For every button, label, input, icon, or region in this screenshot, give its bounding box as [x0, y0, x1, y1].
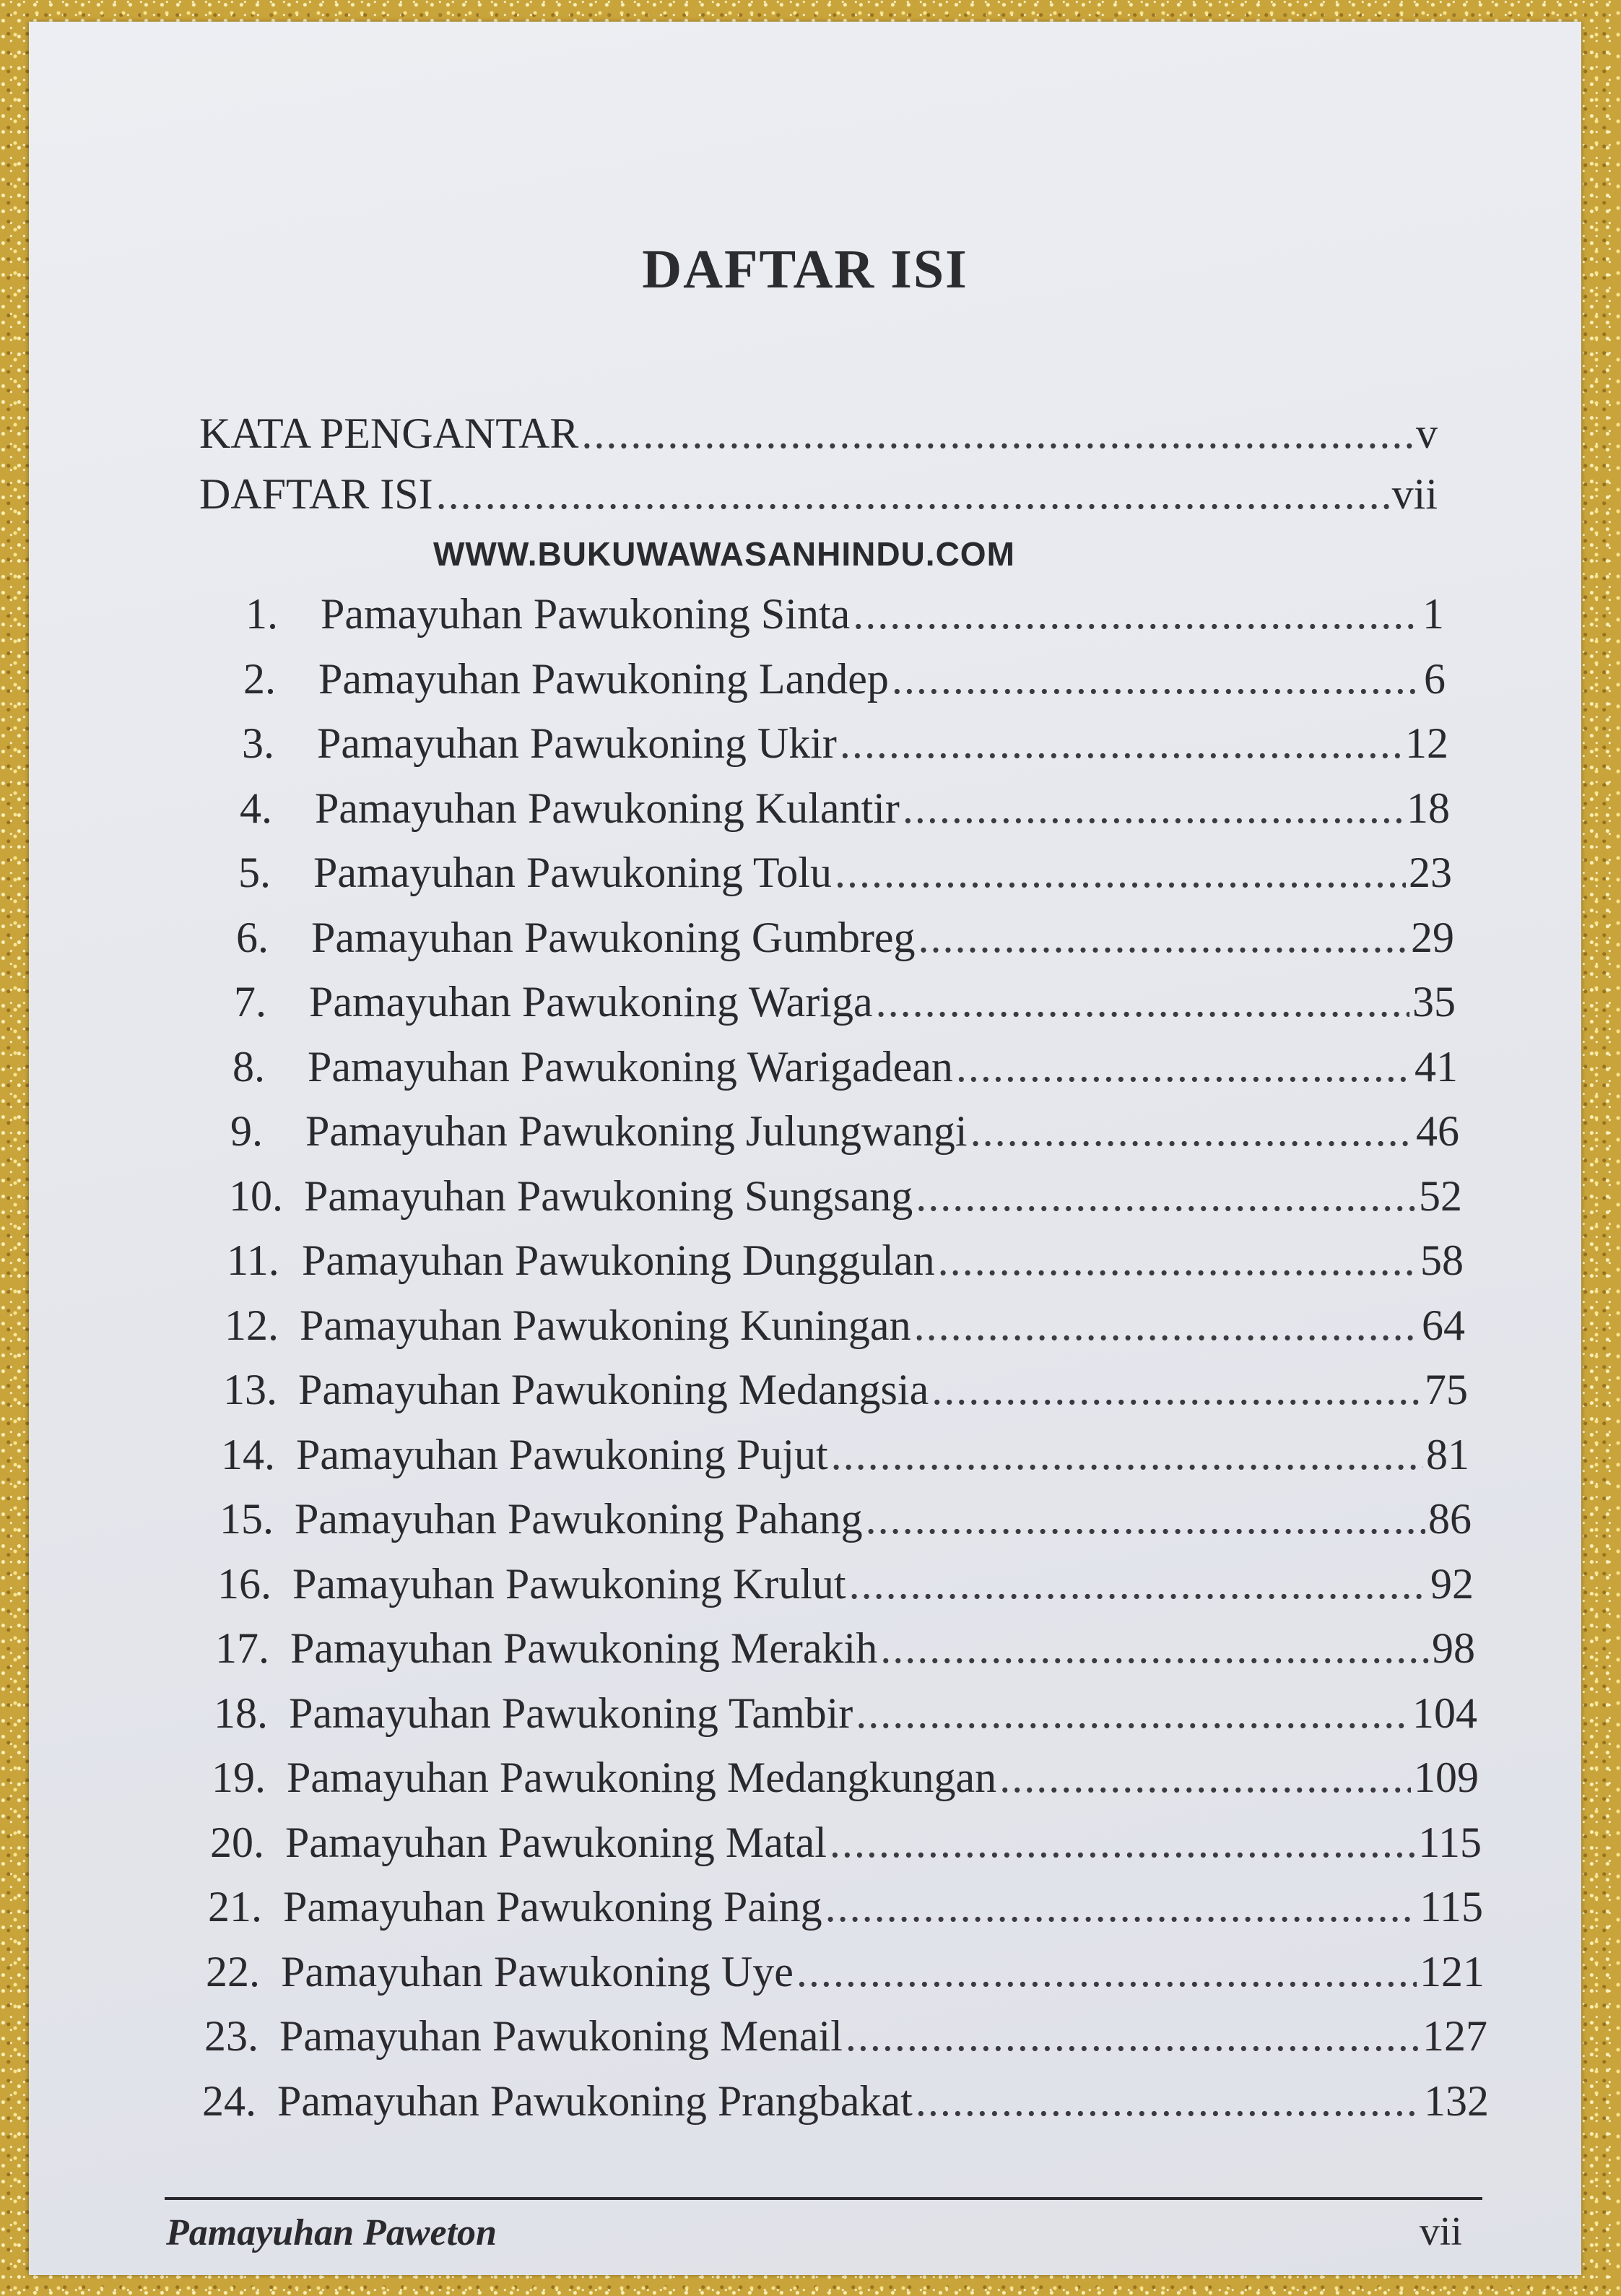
- toc-page-number: 23: [1409, 849, 1452, 896]
- book-page: [29, 22, 1581, 2275]
- toc-leader-dots: [938, 1239, 1417, 1282]
- toc-label: Pamayuhan Pawukoning Krulut: [292, 1560, 846, 1608]
- toc-page-number: 127: [1422, 2012, 1487, 2060]
- toc-page-number: 121: [1420, 1948, 1485, 1996]
- toc-leader-dots: [914, 1304, 1419, 1347]
- toc-label: Pamayuhan Pawukoning Menail: [279, 2012, 843, 2060]
- toc-number: 18.: [214, 1689, 268, 1737]
- toc-page-number: 35: [1412, 978, 1456, 1026]
- toc-leader-dots: [956, 1045, 1412, 1088]
- toc-number: 11.: [227, 1236, 279, 1284]
- toc-leader-dots: [831, 1433, 1423, 1476]
- toc-page-number: 18: [1407, 784, 1450, 832]
- toc-leader-dots: [892, 657, 1421, 701]
- toc-number: 17.: [215, 1624, 269, 1672]
- toc-label: Pamayuhan Pawukoning Kuningan: [300, 1301, 911, 1349]
- toc-row: [234, 978, 1456, 1026]
- toc-label: Pamayuhan Pawukoning Wariga: [309, 978, 873, 1026]
- toc-number: 5.: [238, 849, 271, 896]
- toc-row: [227, 1236, 1464, 1284]
- toc-label: Pamayuhan Pawukoning Medangkungan: [287, 1754, 997, 1801]
- toc-leader-dots: [931, 1368, 1422, 1411]
- toc-leader-dots: [849, 1562, 1427, 1606]
- toc-page-number: 86: [1428, 1495, 1472, 1543]
- toc-leader-dots: [796, 1950, 1417, 1993]
- toc-row: [230, 1109, 1459, 1153]
- toc-row: [206, 1948, 1485, 1996]
- toc-leader-dots: [866, 1497, 1425, 1541]
- toc-number: 8.: [232, 1043, 265, 1091]
- toc-row: [223, 1368, 1468, 1411]
- toc-leader-dots: [581, 412, 1413, 455]
- toc-label: Pamayuhan Pawukoning Medangsia: [298, 1366, 929, 1413]
- toc-page-number: 98: [1432, 1624, 1475, 1672]
- toc-number: 12.: [225, 1301, 279, 1349]
- toc-page-number: 41: [1414, 1043, 1458, 1091]
- toc-number: 6.: [236, 914, 269, 961]
- toc-leader-dots: [436, 472, 1389, 516]
- toc-label: Pamayuhan Pawukoning Sinta: [321, 590, 851, 638]
- toc-page-number: 46: [1416, 1107, 1459, 1155]
- toc-number: 4.: [240, 784, 272, 832]
- toc-number: 20.: [210, 1819, 264, 1866]
- toc-page-number: v: [1416, 410, 1438, 457]
- toc-number: 9.: [230, 1107, 263, 1155]
- toc-row: [232, 1043, 1458, 1091]
- toc-label: Pamayuhan Pawukoning Prangbakat: [277, 2077, 913, 2125]
- toc-page-number: 109: [1414, 1754, 1479, 1801]
- footer-divider: [165, 2197, 1482, 2200]
- toc-number: 16.: [217, 1560, 271, 1608]
- toc-label: Pamayuhan Pawukoning Pujut: [296, 1431, 828, 1478]
- toc-leader-dots: [999, 1756, 1411, 1799]
- toc-page-number: 75: [1425, 1366, 1468, 1413]
- toc-leader-dots: [916, 1174, 1416, 1218]
- toc-label: Pamayuhan Pawukoning Tambir: [289, 1689, 853, 1737]
- toc-number: 2.: [243, 655, 276, 703]
- toc-label: Pamayuhan Pawukoning Merakih: [290, 1624, 878, 1672]
- toc-page-number: 6: [1424, 655, 1446, 703]
- footer-page-number: vii: [1419, 2209, 1462, 2254]
- watermark-text: WWW.BUKUWAWASANHINDU.COM: [433, 535, 1015, 573]
- toc-leader-dots: [840, 722, 1402, 765]
- toc-row: [215, 1626, 1475, 1670]
- toc-label: DAFTAR ISI: [199, 470, 433, 518]
- toc-leader-dots: [846, 2014, 1420, 2058]
- toc-row: [240, 784, 1450, 832]
- toc-label: Pamayuhan Pawukoning Landep: [318, 655, 889, 703]
- toc-number: 3.: [242, 719, 274, 767]
- toc-label: Pamayuhan Pawukoning Paing: [283, 1883, 822, 1931]
- toc-number: 15.: [220, 1495, 274, 1543]
- toc-row: [202, 2079, 1489, 2123]
- toc-row: [245, 592, 1444, 636]
- toc-leader-dots: [880, 1626, 1429, 1670]
- toc-leader-dots: [916, 2079, 1421, 2123]
- toc-label: Pamayuhan Pawukoning Tolu: [313, 849, 832, 896]
- toc-page-number: 132: [1424, 2077, 1489, 2125]
- toc-row: [229, 1174, 1462, 1218]
- toc-label: Pamayuhan Pawukoning Pahang: [295, 1495, 863, 1543]
- toc-row-kata-pengantar: [199, 412, 1438, 455]
- toc-row: [208, 1883, 1483, 1931]
- toc-leader-dots: [918, 916, 1408, 959]
- toc-row: [225, 1301, 1465, 1349]
- toc-label: Pamayuhan Pawukoning Matal: [285, 1819, 827, 1866]
- toc-number: 1.: [245, 590, 278, 638]
- toc-page-number: 52: [1419, 1172, 1462, 1220]
- toc-leader-dots: [903, 787, 1404, 830]
- toc-leader-dots: [853, 592, 1420, 636]
- footer-book-title: Pamayuhan Paweton: [166, 2212, 497, 2253]
- toc-row: [243, 657, 1446, 701]
- toc-number: 19.: [212, 1754, 266, 1801]
- toc-label: Pamayuhan Pawukoning Warigadean: [308, 1043, 953, 1091]
- toc-leader-dots: [970, 1109, 1413, 1153]
- toc-label: KATA PENGANTAR: [199, 410, 579, 457]
- toc-number: 13.: [223, 1366, 277, 1413]
- toc-page-number: 58: [1420, 1236, 1464, 1284]
- toc-leader-dots: [830, 1821, 1415, 1864]
- toc-label: Pamayuhan Pawukoning Julungwangi: [305, 1107, 968, 1155]
- toc-page-number: 12: [1405, 719, 1448, 767]
- toc-row: [221, 1433, 1469, 1476]
- toc-label: Pamayuhan Pawukoning Sungsang: [304, 1172, 913, 1220]
- toc-number: 14.: [221, 1431, 275, 1478]
- toc-number: 21.: [208, 1883, 262, 1931]
- toc-label: Pamayuhan Pawukoning Dunggulan: [302, 1236, 935, 1284]
- toc-row: [236, 916, 1454, 959]
- toc-number: 23.: [204, 2012, 258, 2060]
- toc-number: 10.: [229, 1172, 283, 1220]
- toc-page-number: vii: [1391, 470, 1438, 518]
- toc-row: [204, 2014, 1487, 2058]
- toc-page-number: 29: [1411, 914, 1454, 961]
- toc-page-number: 1: [1422, 590, 1444, 638]
- toc-page-number: 64: [1422, 1301, 1465, 1349]
- toc-number: 22.: [206, 1948, 260, 1996]
- toc-page-number: 115: [1420, 1883, 1483, 1931]
- toc-row-daftar-isi: [199, 472, 1438, 516]
- toc-label: Pamayuhan Pawukoning Gumbreg: [311, 914, 916, 961]
- page-title: DAFTAR ISI: [642, 239, 968, 300]
- toc-page-number: 92: [1430, 1560, 1474, 1608]
- toc-row: [217, 1562, 1474, 1606]
- toc-leader-dots: [856, 1691, 1409, 1735]
- toc-leader-dots: [835, 851, 1406, 894]
- toc-label: Pamayuhan Pawukoning Ukir: [317, 719, 837, 767]
- toc-number: 24.: [202, 2077, 256, 2125]
- toc-page-number: 104: [1412, 1689, 1477, 1737]
- toc-page-number: 81: [1426, 1431, 1469, 1478]
- toc-number: 7.: [234, 978, 266, 1026]
- toc-label: Pamayuhan Pawukoning Kulantir: [315, 784, 900, 832]
- toc-row: [220, 1497, 1472, 1541]
- toc-row: [210, 1821, 1482, 1864]
- toc-leader-dots: [825, 1885, 1417, 1928]
- toc-row: [238, 851, 1452, 894]
- toc-row: [212, 1756, 1479, 1799]
- toc-row: [214, 1691, 1477, 1735]
- toc-leader-dots: [876, 980, 1409, 1023]
- toc-row: [242, 719, 1448, 767]
- toc-label: Pamayuhan Pawukoning Uye: [281, 1948, 794, 1996]
- toc-page-number: 115: [1418, 1819, 1482, 1866]
